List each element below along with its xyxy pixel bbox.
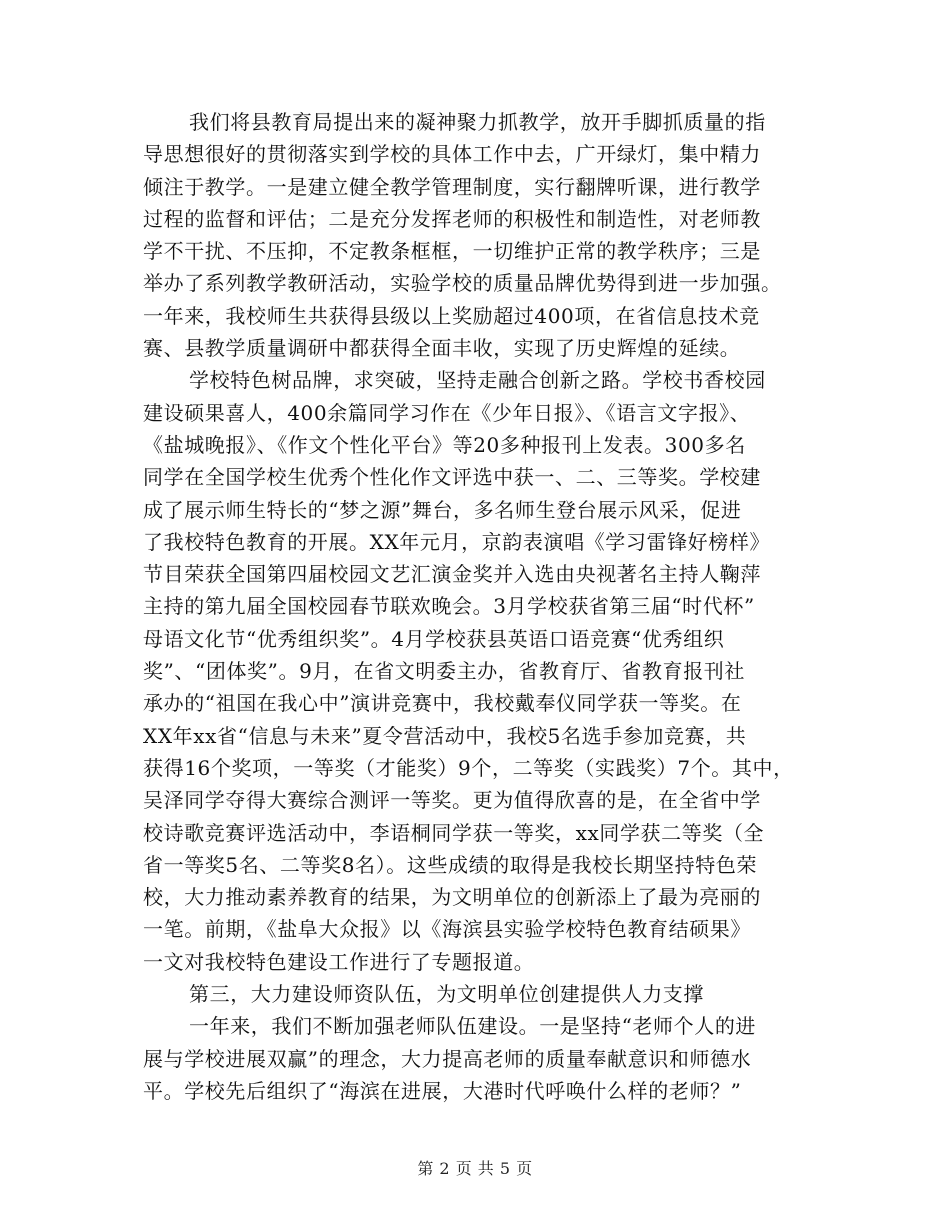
paragraph-line: 奖”、“团体奖”。9月，在省文明委主办，省教育厅、省教育报刊社 bbox=[143, 659, 745, 684]
paragraph-line: 一文对我校特色建设工作进行了专题报道。 bbox=[143, 949, 535, 974]
paragraph-line: 主持的第九届全国校园春节联欢晚会。3月学校获省第三届“时代杯” bbox=[143, 594, 755, 619]
paragraph-line: 展与学校进展双赢”的理念，大力提高老师的质量奉献意识和师德水 bbox=[143, 1046, 752, 1071]
paragraph-line: 校，大力推动素养教育的结果，为文明单位的创新添上了最为亮丽的 bbox=[143, 885, 761, 910]
paragraph-line: 一年来，我们不断加强老师队伍建设。一是坚持“老师个人的进 bbox=[189, 1014, 757, 1039]
paragraph-line: 一年来，我校师生共获得县级以上奖励超过400项，在省信息技术竞 bbox=[143, 303, 760, 328]
paragraph-line: 同学在全国学校生优秀个性化作文评选中获一、二、三等奖。学校建 bbox=[143, 465, 761, 490]
paragraph-line: 获得16个奖项，一等奖（才能奖）9个，二等奖（实践奖）7个。其中， bbox=[143, 755, 794, 780]
paragraph-line: 学不干扰、不压抑，不定教条框框，一切维护正常的教学秩序；三是 bbox=[143, 239, 761, 264]
paragraph-line: 成了展示师生特长的“梦之源”舞台，多名师生登台展示风采，促进 bbox=[143, 497, 742, 522]
section-heading: 第三，大力建设师资队伍，为文明单位创建提供人力支撑 bbox=[189, 982, 704, 1007]
paragraph-line: 平。学校先后组织了“海滨在进展，大港时代呼唤什么样的老师？” bbox=[143, 1078, 742, 1103]
paragraph-line: 母语文化节“优秀组织奖”。4月学校获县英语口语竞赛“优秀组织 bbox=[143, 626, 725, 651]
paragraph-line: 《盐城晚报》、《作文个性化平台》等20多种报刊上发表。300多名 bbox=[143, 432, 746, 457]
paragraph-line: XX年xx省“信息与未来”夏令营活动中，我校5名选手参加竞赛，共 bbox=[143, 723, 747, 748]
paragraph-line: 倾注于教学。一是建立健全教学管理制度，实行翻牌听课，进行教学 bbox=[143, 174, 761, 199]
paragraph-line: 一笔。前期，《盐阜大众报》以《海滨县实验学校特色教育结硕果》 bbox=[143, 917, 751, 942]
paragraph-line: 吴泽同学夺得大赛综合测评一等奖。更为值得欣喜的是，在全省中学 bbox=[143, 788, 761, 813]
paragraph-line: 我们将县教育局提出来的凝神聚力抓教学，放开手脚抓质量的指 bbox=[189, 110, 766, 134]
paragraph-line: 承办的“祖国在我心中”演讲竞赛中，我校戴奉仪同学获一等奖。在 bbox=[143, 691, 742, 716]
paragraph-line: 过程的监督和评估；二是充分发挥老师的积极性和制造性，对老师教 bbox=[143, 206, 761, 231]
page-footer bbox=[0, 1156, 950, 1179]
paragraph-line: 学校特色树品牌，求突破，坚持走融合创新之路。学校书香校园 bbox=[189, 368, 766, 393]
paragraph-line: 了我校特色教育的开展。XX年元月，京韵表演唱《学习雷锋好榜样》 bbox=[143, 529, 771, 554]
paragraph-line: 举办了系列教学教研活动，实验学校的质量品牌优势得到进一步加强。 bbox=[143, 271, 782, 296]
paragraph-line: 建设硕果喜人，400余篇同学习作在《少年日报》、《语言文字报》、 bbox=[143, 400, 751, 425]
page-number-label: 第 2 页 共 5 页 bbox=[417, 1159, 533, 1178]
document-body bbox=[143, 106, 813, 1107]
paragraph-line: 校诗歌竞赛评选活动中，李语桐同学获一等奖，xx同学获二等奖（全 bbox=[143, 820, 765, 845]
paragraph-line: 节目荣获全国第四届校园文艺汇演金奖并入选由央视著名主持人鞠萍 bbox=[143, 562, 761, 587]
paragraph-line: 赛、县教学质量调研中都获得全面丰收，实现了历史辉煌的延续。 bbox=[143, 336, 741, 361]
paragraph-line: 导思想很好的贯彻落实到学校的具体工作中去，广开绿灯，集中精力 bbox=[143, 142, 761, 167]
paragraph-line: 省一等奖5名、二等奖8名）。这些成绩的取得是我校长期坚持特色荣 bbox=[143, 852, 758, 877]
